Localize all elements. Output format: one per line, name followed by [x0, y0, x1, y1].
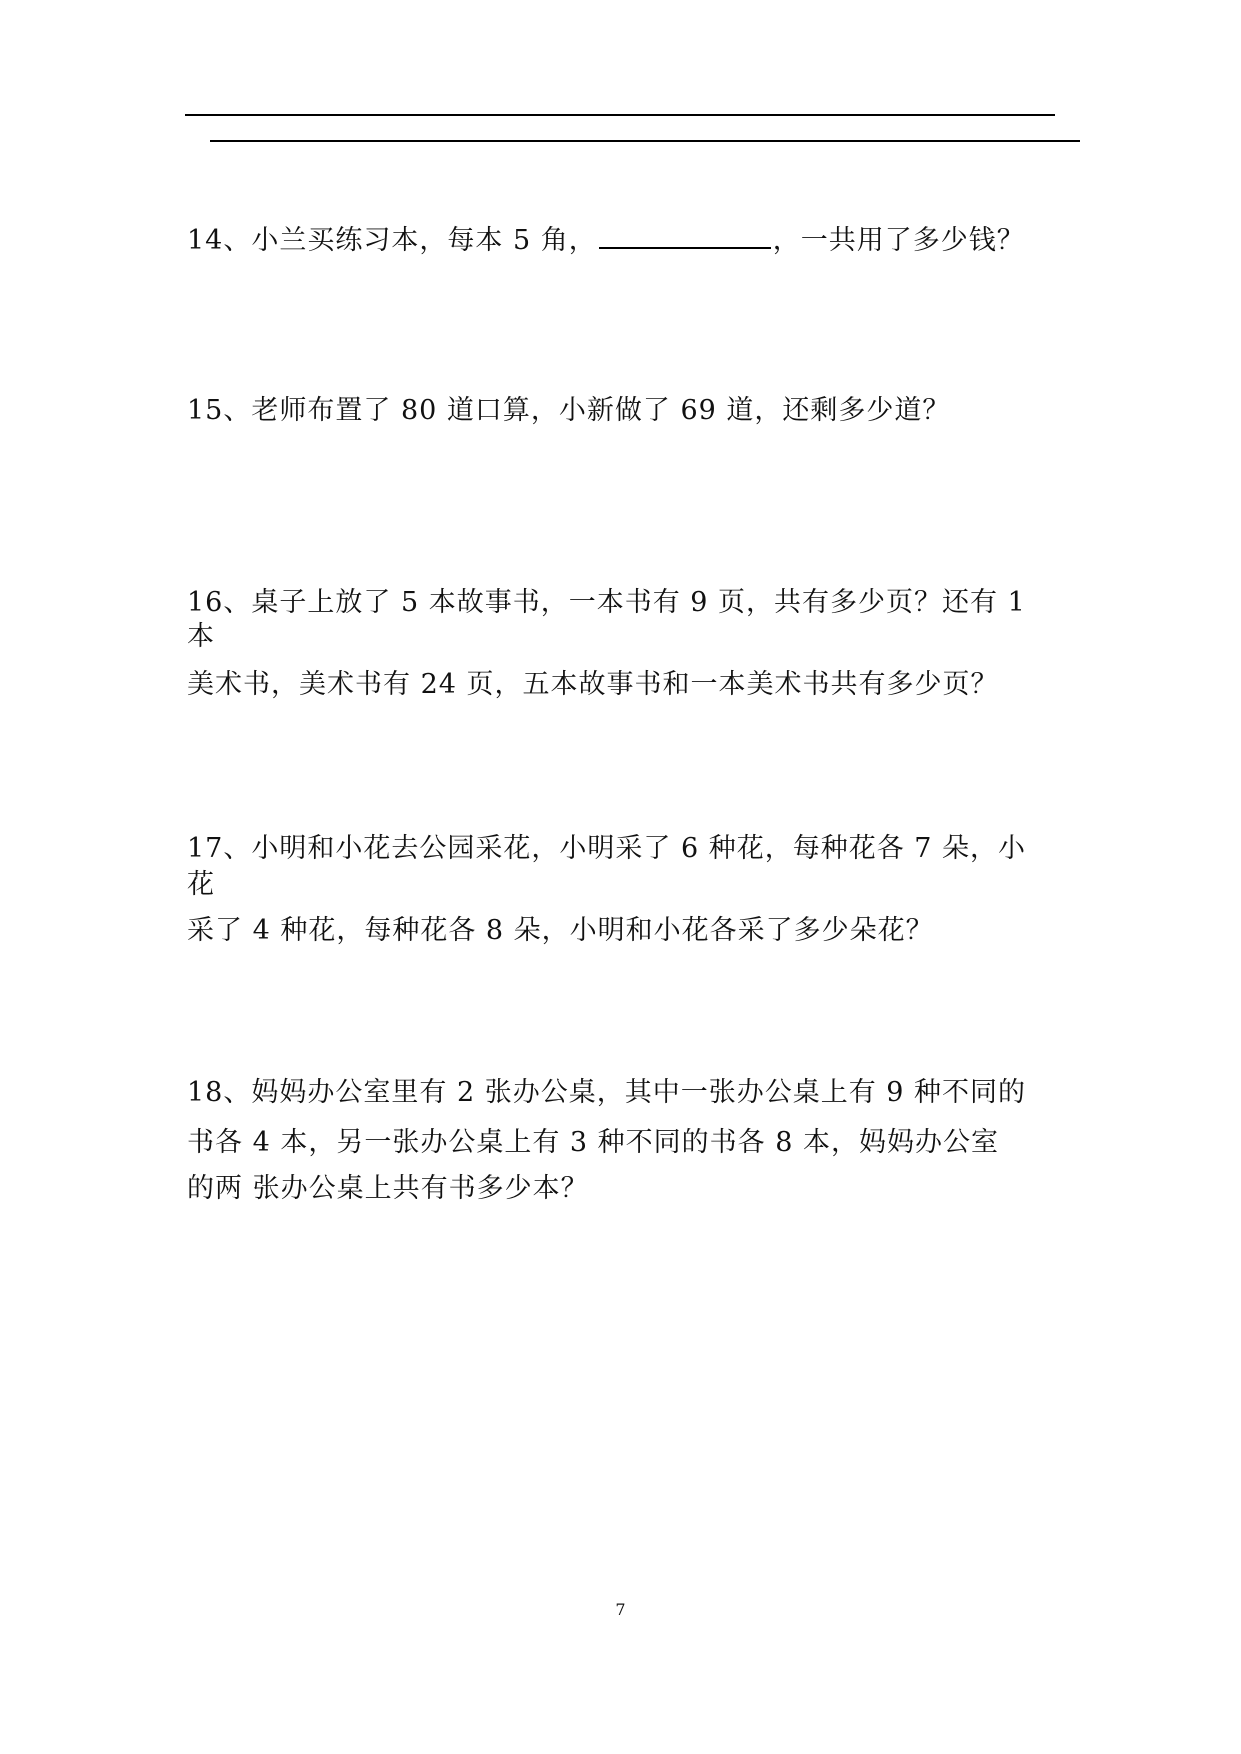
question-18-line-2: 书各 4 本，另一张办公桌上有 3 种不同的书各 8 本，妈妈办公室: [187, 1127, 1000, 1158]
header-rule-top: [185, 114, 1055, 116]
question-17-line-1: 17、小明和小花去公园采花，小明采了 6 种花，每种花各 7 朵，小: [187, 833, 1027, 864]
question-18-line-1: 18、妈妈办公室里有 2 张办公桌，其中一张办公桌上有 9 种不同的: [187, 1077, 1027, 1108]
header-rule-bottom: [210, 140, 1080, 142]
question-14-text-after: ，一共用了多少钱？: [772, 225, 1025, 256]
question-15: 15、老师布置了 80 道口算，小新做了 69 道，还剩多少道？: [187, 395, 951, 426]
question-16-line-1: 16、桌子上放了 5 本故事书，一本书有 9 页，共有多少页？还有 1: [187, 587, 1026, 618]
question-14: [187, 218, 1025, 257]
question-17-line-3: 采了 4 种花，每种花各 8 朵，小明和小花各采了多少朵花？: [187, 915, 934, 946]
question-14-blank[interactable]: [599, 223, 771, 249]
question-14-text-before: 14、小兰买练习本，每本 5 角，: [187, 225, 597, 256]
page-number: 7: [615, 1600, 626, 1619]
question-18-line-3: 的两 张办公桌上共有书多少本？: [187, 1173, 589, 1204]
question-16-line-2: 本: [187, 621, 215, 652]
question-16-line-3: 美术书，美术书有 24 页，五本故事书和一本美术书共有多少页？: [187, 669, 999, 700]
question-17-line-2: 花: [187, 869, 215, 900]
